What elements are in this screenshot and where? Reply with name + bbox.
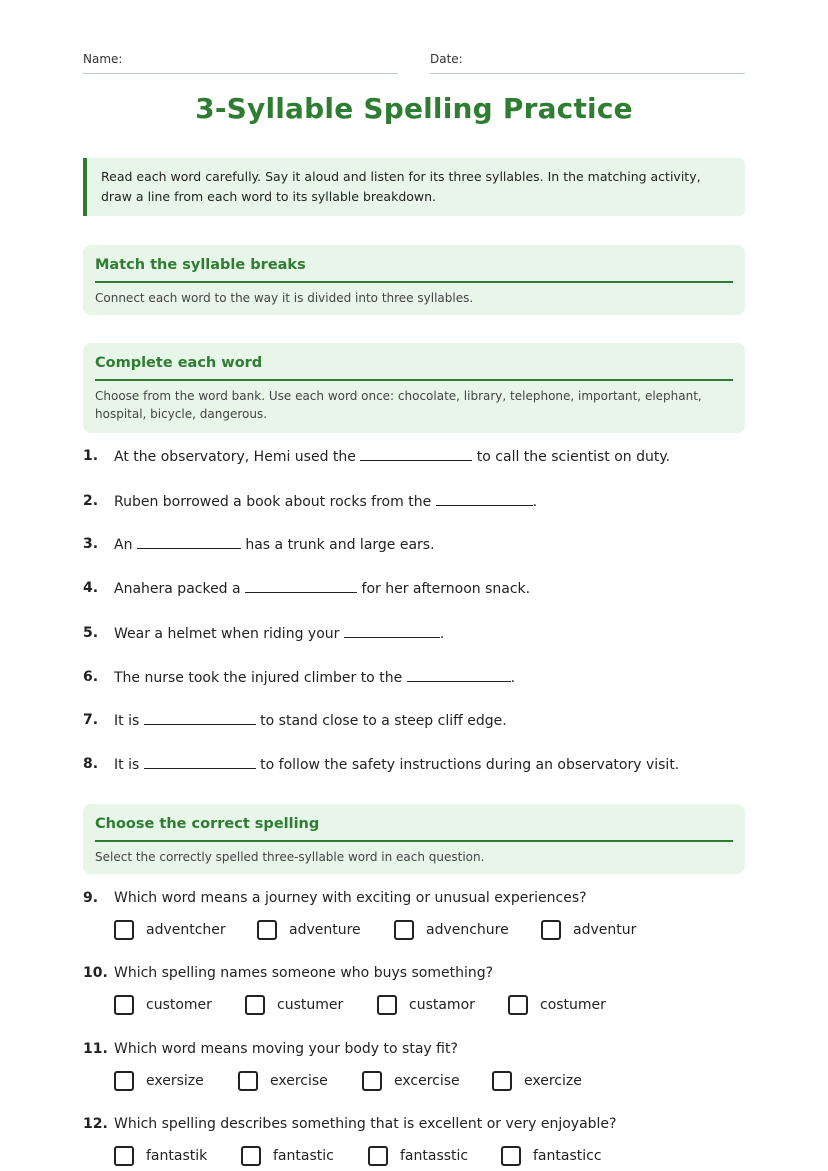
question-text: It is (114, 713, 140, 729)
checkbox[interactable] (245, 995, 265, 1015)
option-label: fantastic (273, 1148, 334, 1164)
question-text: Ruben borrowed a book about rocks from the (114, 494, 432, 510)
option-label: advenchure (426, 922, 509, 938)
question-text: has a trunk and large ears. (245, 537, 435, 553)
question-text: to follow the safety instructions during an observatory visit. (260, 757, 680, 773)
question-number: 9. (83, 890, 99, 906)
section-choose (83, 804, 745, 874)
question-number: 4. (83, 580, 99, 596)
answer-blank[interactable] (360, 446, 472, 461)
checkbox[interactable] (257, 920, 277, 940)
question-text: An (114, 537, 133, 553)
option-label: custamor (409, 997, 475, 1013)
checkbox[interactable] (541, 920, 561, 940)
question-number: 10. (83, 965, 108, 981)
question-text: for her afternoon snack. (361, 581, 531, 597)
checkbox[interactable] (362, 1071, 382, 1091)
checkbox[interactable] (377, 995, 397, 1015)
question-number: 1. (83, 448, 99, 464)
question-text: Wear a helmet when riding your (114, 626, 340, 642)
question-number: 7. (83, 712, 99, 728)
question-text: . (439, 626, 445, 642)
section-complete (83, 343, 745, 433)
question-text: The nurse took the injured climber to the (114, 670, 403, 686)
option-label: customer (146, 997, 212, 1013)
checkbox[interactable] (394, 920, 414, 940)
date-field[interactable] (430, 52, 745, 74)
question-number: 5. (83, 625, 99, 641)
section-title: Match the syllable breaks (95, 255, 733, 283)
question-text: to stand close to a steep cliff edge. (260, 713, 507, 729)
question-number: 6. (83, 669, 99, 685)
checkbox[interactable] (114, 920, 134, 940)
option-label: adventcher (146, 922, 226, 938)
name-field[interactable] (83, 52, 398, 74)
date-label: Date: (430, 52, 463, 66)
question-text: Which spelling describes something that is excellent or very enjoyable? (114, 1116, 617, 1132)
checkbox[interactable] (238, 1071, 258, 1091)
option-label: fantasstic (400, 1148, 469, 1164)
section-match (83, 245, 745, 315)
option-label: excercise (394, 1073, 460, 1089)
question-text: . (510, 670, 516, 686)
question-text: Which word means moving your body to stay fit? (114, 1041, 458, 1057)
checkbox[interactable] (241, 1146, 261, 1166)
checkbox[interactable] (368, 1146, 388, 1166)
answer-blank[interactable] (436, 491, 533, 506)
section-title: Complete each word (95, 353, 733, 381)
question-number: 2. (83, 493, 99, 509)
section-title: Choose the correct spelling (95, 814, 733, 842)
option-label: adventure (289, 922, 361, 938)
section-description: Choose from the word bank. Use each word once: chocolate, library, telephone, important, elephant, hospital, bicycle, dangerous. (95, 389, 702, 421)
checkbox[interactable] (508, 995, 528, 1015)
answer-blank[interactable] (137, 534, 241, 549)
question-text: Which spelling names someone who buys something? (114, 965, 494, 981)
question-number: 3. (83, 536, 99, 552)
name-label: Name: (83, 52, 123, 66)
answer-blank[interactable] (144, 754, 256, 769)
option-label: custumer (277, 997, 344, 1013)
question-number: 11. (83, 1041, 108, 1057)
section-description: Select the correctly spelled three-syllable word in each question. (95, 850, 485, 864)
checkbox[interactable] (114, 995, 134, 1015)
checkbox[interactable] (114, 1071, 134, 1091)
question-text: to call the scientist on duty. (476, 449, 671, 465)
checkbox[interactable] (114, 1146, 134, 1166)
option-label: exersize (146, 1073, 204, 1089)
question-text: It is (114, 757, 140, 773)
header (83, 52, 745, 74)
question-text: Which word means a journey with exciting or unusual experiences? (114, 890, 587, 906)
question-number: 8. (83, 756, 99, 772)
instructions-box: Read each word carefully. Say it aloud and listen for its three syllables. In the matching activity, draw a line from each word to its syllable breakdown. (83, 158, 745, 216)
question-text: At the observatory, Hemi used the (114, 449, 356, 465)
option-label: fantasticc (533, 1148, 602, 1164)
answer-blank[interactable] (344, 623, 440, 638)
checkbox[interactable] (492, 1071, 512, 1091)
answer-blank[interactable] (245, 578, 357, 593)
option-label: exercise (270, 1073, 328, 1089)
question-text: . (532, 494, 538, 510)
question-number: 12. (83, 1116, 108, 1132)
option-label: costumer (540, 997, 606, 1013)
option-label: exercize (524, 1073, 582, 1089)
section-description: Connect each word to the way it is divided into three syllables. (95, 291, 474, 305)
question-text: Anahera packed a (114, 581, 241, 597)
answer-blank[interactable] (144, 710, 256, 725)
option-label: adventur (573, 922, 637, 938)
option-label: fantastik (146, 1148, 208, 1164)
page-title: 3-Syllable Spelling Practice (195, 92, 633, 125)
answer-blank[interactable] (407, 667, 511, 682)
checkbox[interactable] (501, 1146, 521, 1166)
